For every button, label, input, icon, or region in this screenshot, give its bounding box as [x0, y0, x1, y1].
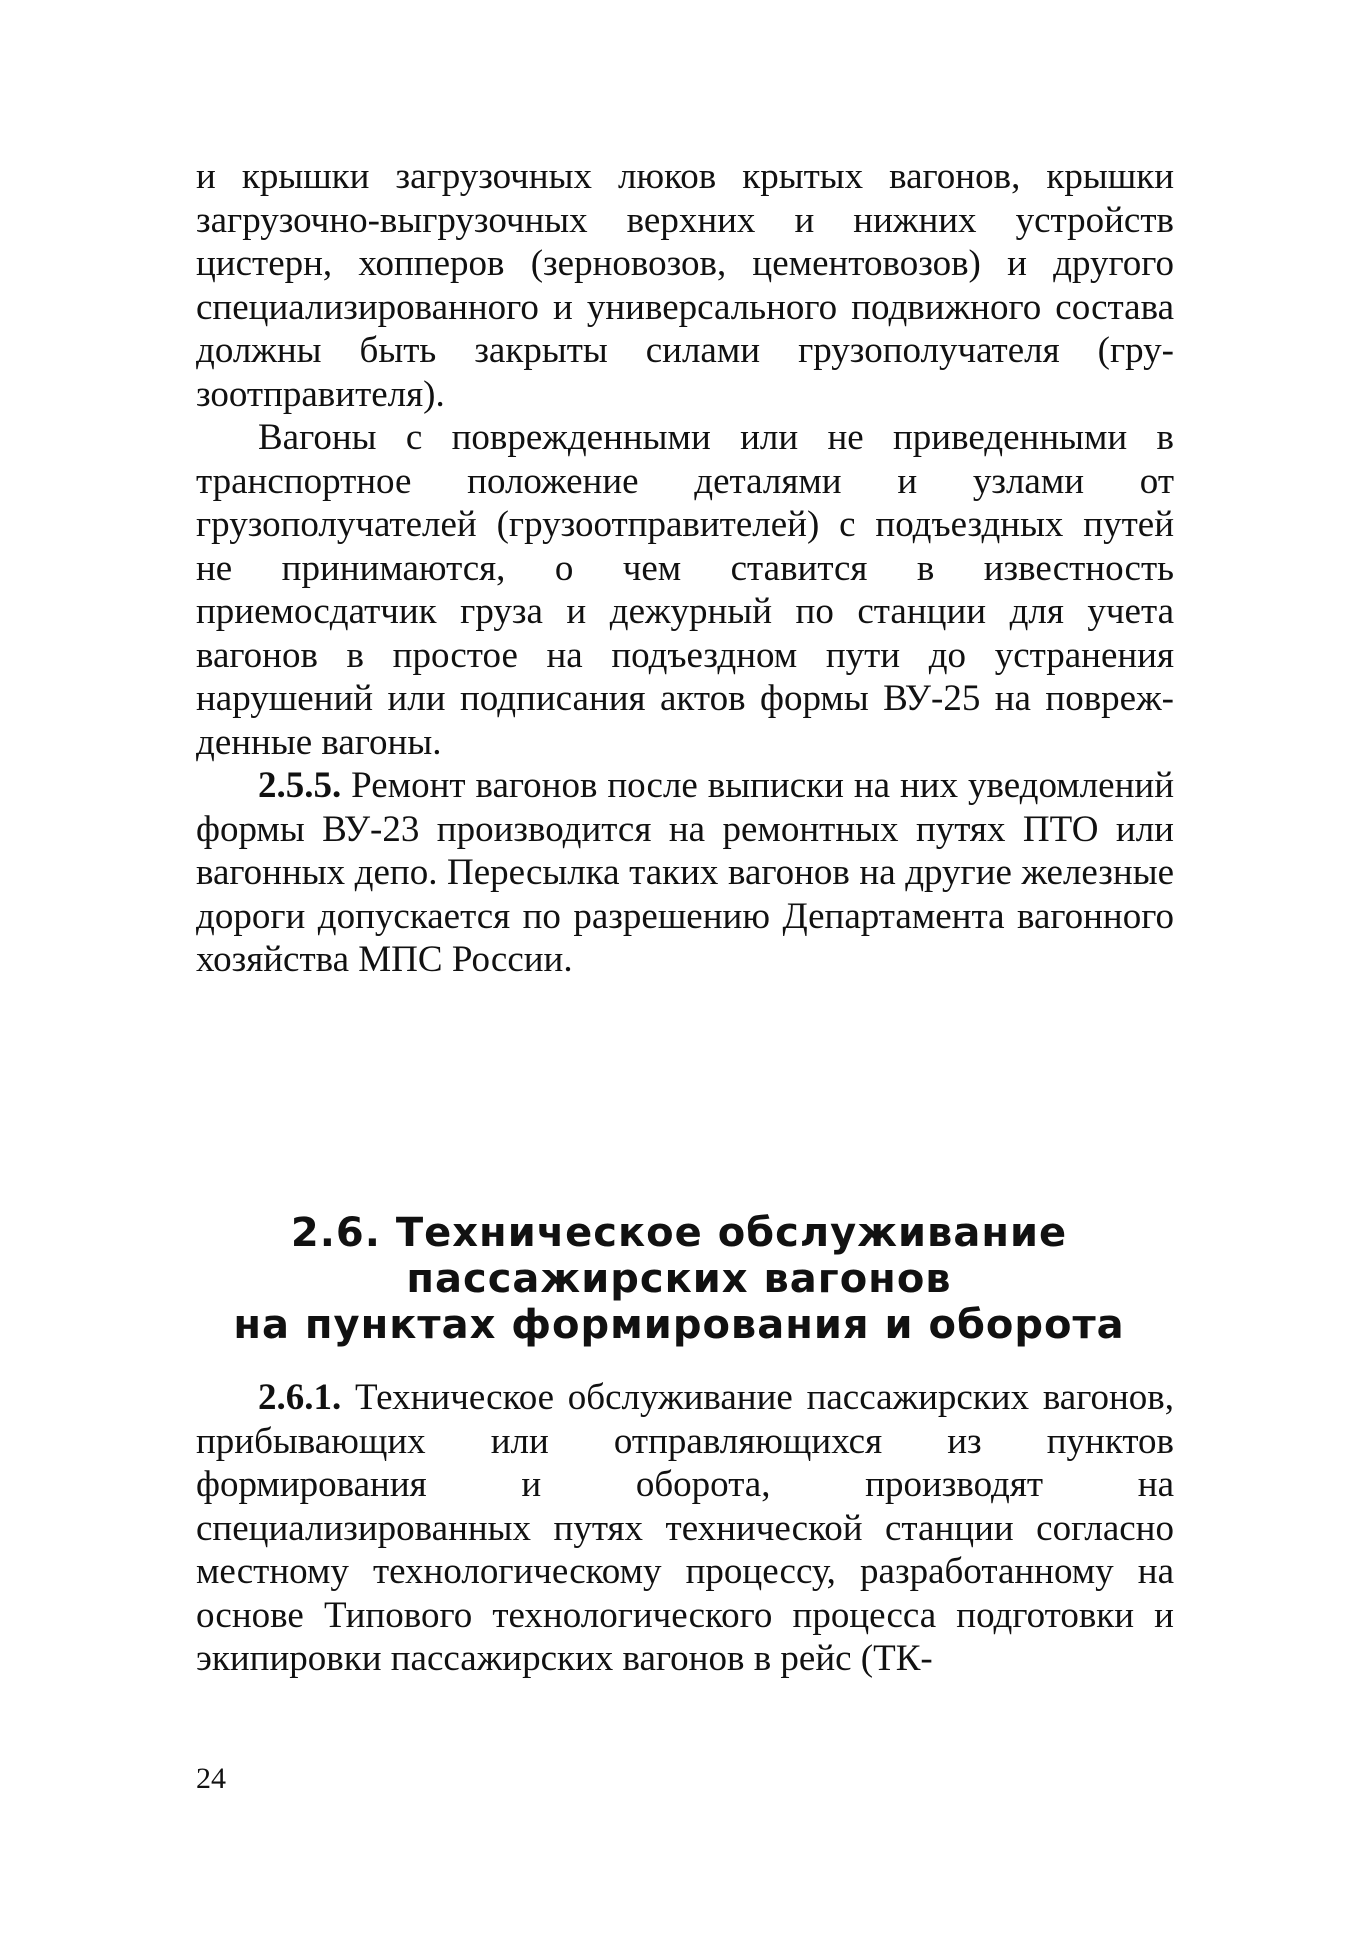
body-text-top — [196, 155, 1174, 982]
paragraph-2-5-5 — [196, 764, 1174, 982]
paragraph-text: Ремонт вагонов после выписки на них уведомлений формы ВУ-23 производится на ремонтных путях ПТО или вагонных депо. Пересылка таких вагонов на другие железные дороги допускается по разрешению Департамента вагонного хозяйства МПС России. — [196, 765, 1174, 980]
clause-number: 2.6.1. — [258, 1377, 342, 1418]
paragraph-text: и крышки загрузочных люков крытых вагонов, крышки загрузочно-выгрузочных верхних и нижних устройств цистерн, хопперов (зерновозов, цементовозов) и другого специализированного и универсального подвижного состава должны быть закрыты силами грузополучателя (грузоотправителя). — [196, 156, 1174, 415]
paragraph-2-6-1 — [196, 1376, 1174, 1681]
heading-line-2: пассажирских вагонов — [406, 1256, 952, 1302]
paragraph-text: Техническое обслуживание пассажирских вагонов, прибывающих или отправляющихся из пунктов формирования и оборота, производят на специализированных путях технической станции согласно местному технологическому процессу, разработанному на основе Типового технологического процесса подготовки и экипировки пассажирских вагонов в рейс (ТК- — [196, 1377, 1174, 1679]
page-number: 24 — [196, 1762, 226, 1795]
section-heading — [150, 1210, 1208, 1348]
heading-line-1: 2.6. Техническое обслуживание — [290, 1210, 1068, 1256]
paragraph-text: Вагоны с поврежденными или не приведенными в транспортное положение деталями и узлами от грузополучателей (грузоотправителей) с подъездных путей не принимаются, о чем ставится в известность приемосдатчик груза и дежурный по станции для учета вагонов в простое на подъездном пути до устранения нарушений или подписания актов формы ВУ-25 на поврежденные вагоны. — [196, 417, 1174, 763]
clause-number: 2.5.5. — [258, 765, 342, 806]
paragraph-wagons-damaged — [196, 416, 1174, 764]
heading-line-3: на пунктах формирования и оборота — [233, 1302, 1125, 1348]
body-text-bottom — [196, 1376, 1174, 1681]
paragraph-continuation — [196, 155, 1174, 416]
